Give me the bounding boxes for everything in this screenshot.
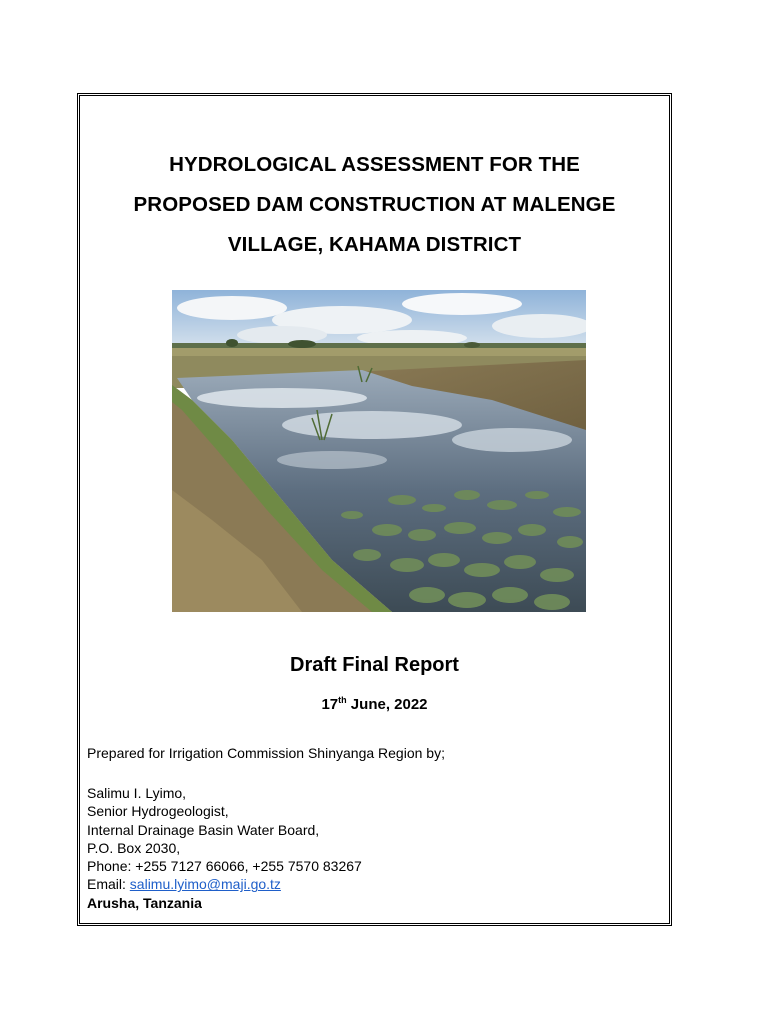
date-month-year: June, 2022 [346,696,428,713]
date-day: 17 [321,696,339,713]
email-label: Email: [87,876,130,893]
author-po-box: P.O. Box 2030, [87,839,181,856]
author-phone: Phone: +255 7127 66066, +255 7570 83267 [87,858,362,875]
cover-page-frame [77,93,672,926]
title-line-2: PROPOSED DAM CONSTRUCTION AT MALENGE [133,193,616,216]
email-link[interactable]: salimu.lyimo@maji.go.tz [129,876,281,893]
author-email-line [87,875,362,893]
report-date [80,695,669,715]
title-line-1: HYDROLOGICAL ASSESSMENT FOR THE [169,153,580,176]
report-type-heading: Draft Final Report [290,654,459,676]
author-position: Senior Hydrogeologist, [87,803,229,820]
author-location: Arusha, Tanzania [87,894,202,911]
date-day-suffix: th [338,695,347,705]
prepared-for-line: Prepared for Irrigation Commission Shinyanga Region by; [87,745,445,761]
title-line-3: VILLAGE, KAHAMA DISTRICT [227,233,522,256]
report-title [80,145,669,265]
cover-photo-pond [172,290,586,612]
author-name: Salimu I. Lyimo, [87,785,187,801]
author-contact-block [87,784,362,912]
author-organization: Internal Drainage Basin Water Board, [87,821,320,838]
